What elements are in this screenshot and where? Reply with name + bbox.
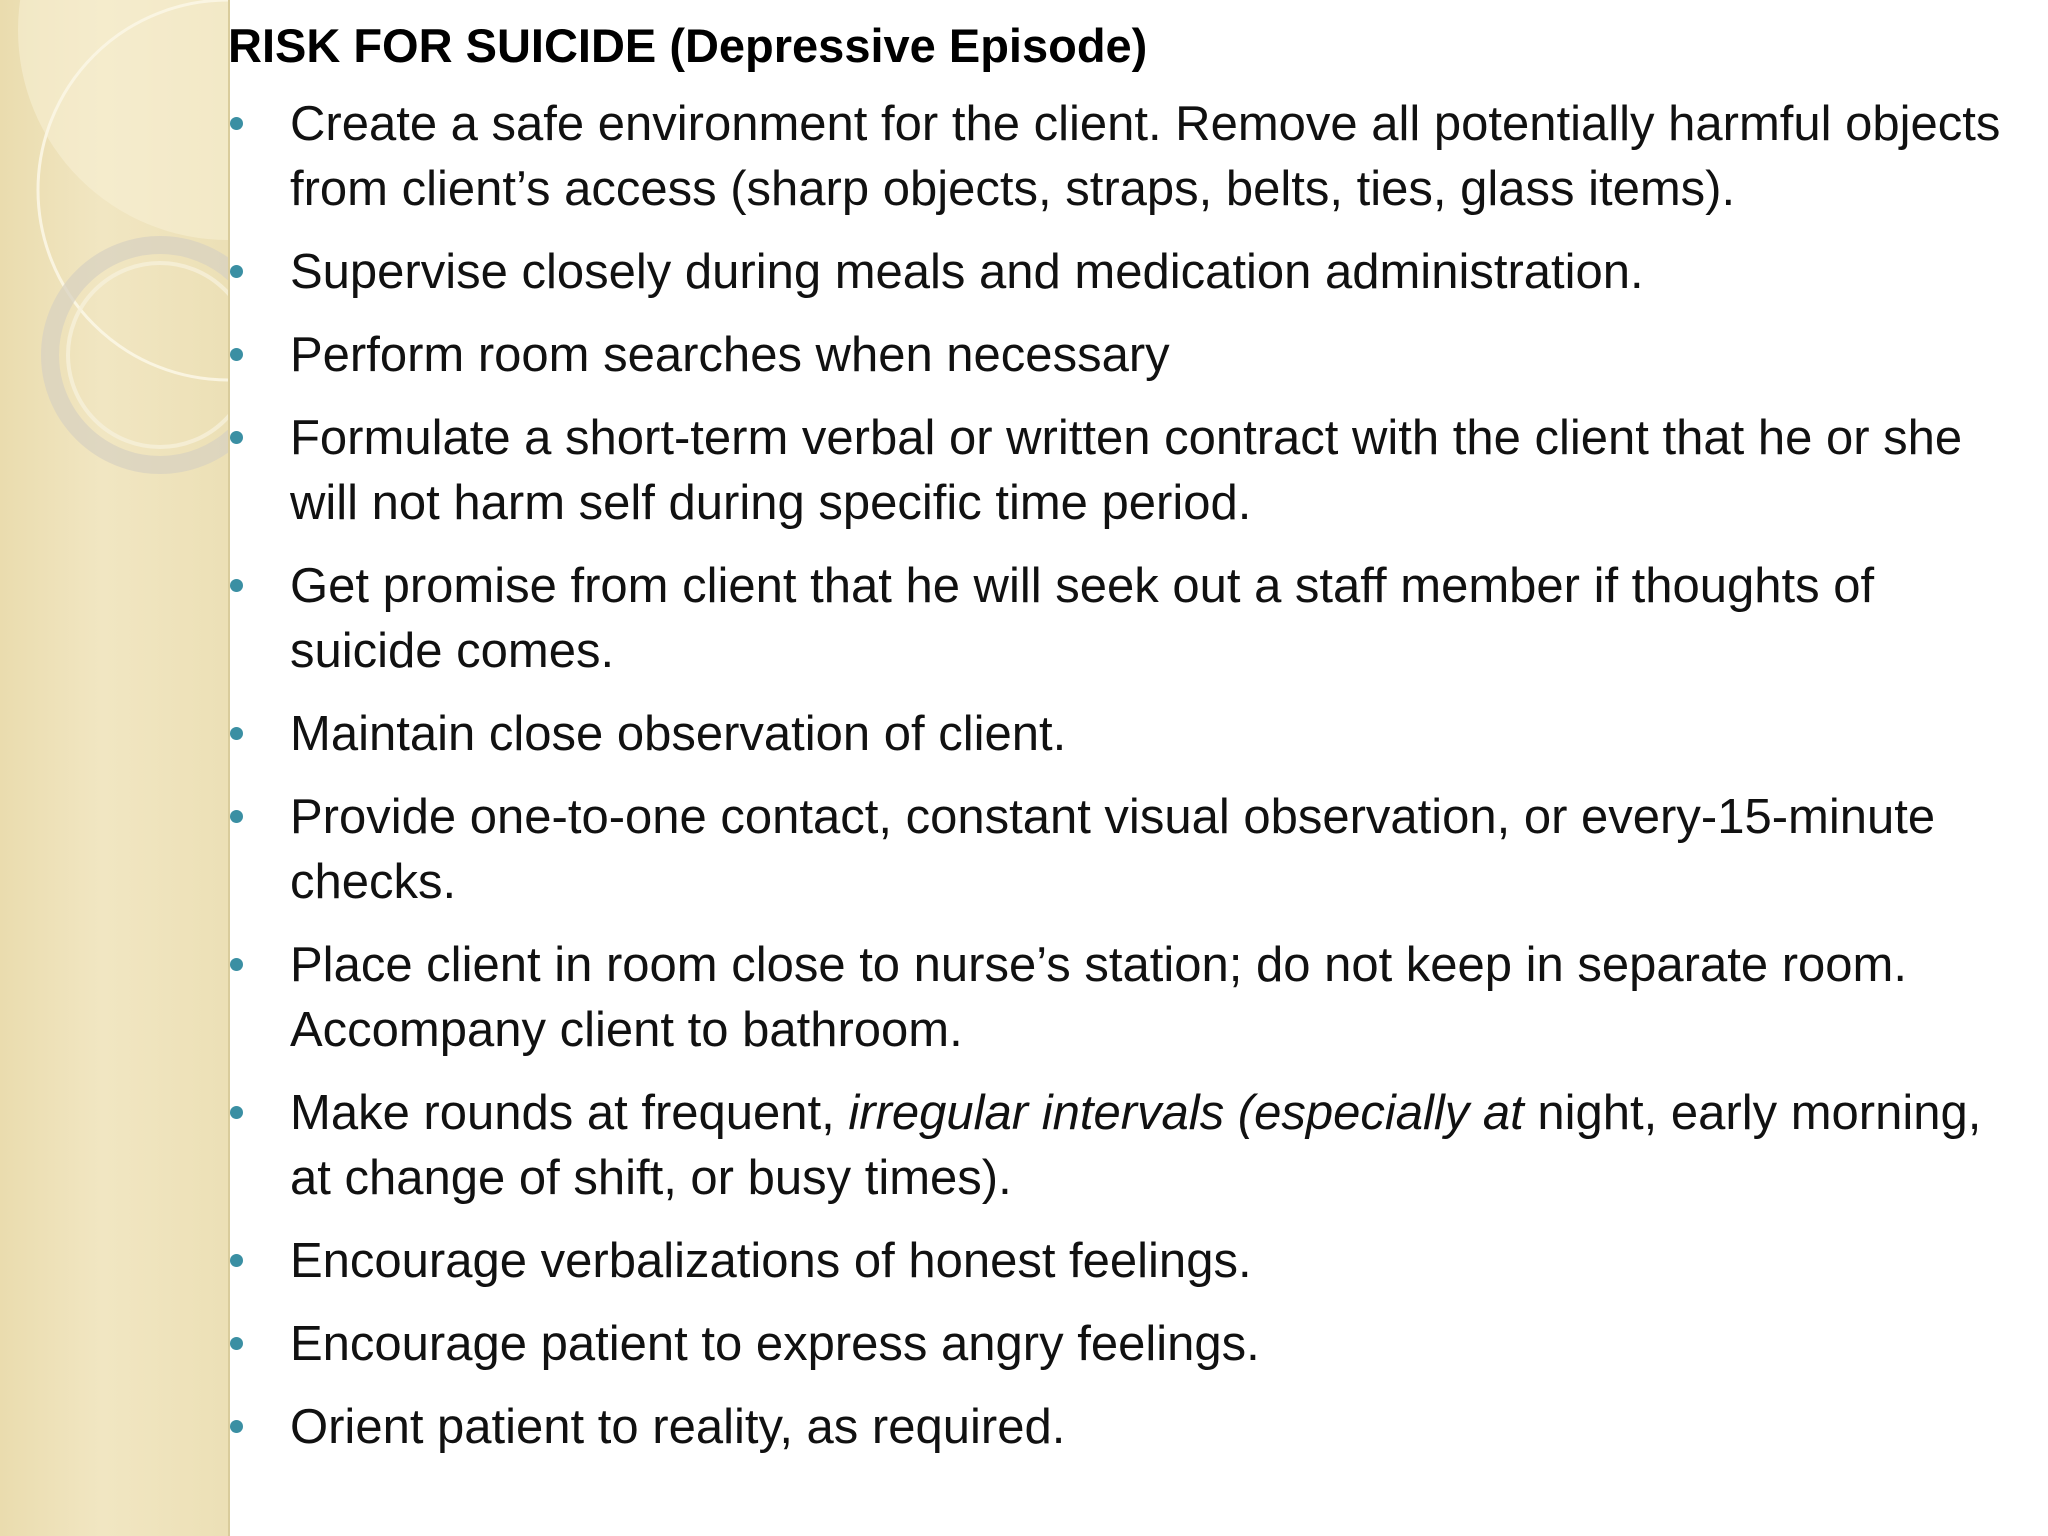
bullet-item-room-searches [228, 323, 2018, 388]
bullet-item-one-to-one [228, 785, 2018, 915]
bullet-dot-icon [230, 265, 243, 278]
bullet-text-before: Make rounds at frequent, [290, 1086, 849, 1140]
bullet-dot-icon [230, 1420, 243, 1433]
bullet-text: Perform room searches when necessary [290, 328, 1170, 382]
bullet-dot-icon [230, 348, 243, 361]
bullet-item-orient-reality [228, 1395, 2018, 1460]
bullet-dot-icon [230, 1106, 243, 1119]
bullet-dot-icon [230, 117, 243, 130]
bullet-dot-icon [230, 810, 243, 823]
bullet-text: Orient patient to reality, as required. [290, 1400, 1066, 1454]
bullet-text: Place client in room close to nurse’s station; do not keep in separate room. Accompany client to bathroom. [290, 938, 1907, 1057]
bullet-text: Supervise closely during meals and medication administration. [290, 245, 1644, 299]
bullet-text: Encourage verbalizations of honest feelings. [290, 1234, 1252, 1288]
decorative-circles [0, 0, 228, 1536]
bullet-dot-icon [230, 1254, 243, 1267]
bullet-dot-icon [230, 727, 243, 740]
bullet-text-after: night, early morning, at change of shift, or busy times). [290, 1086, 1982, 1205]
bullet-item-contract [228, 406, 2018, 536]
bullet-text: Get promise from client that he will seek out a staff member if thoughts of suicide comes. [290, 559, 1875, 678]
bullet-item-promise [228, 554, 2018, 684]
decorative-side-band [0, 0, 230, 1536]
bullet-item-angry-feelings [228, 1312, 2018, 1377]
bullet-dot-icon [230, 431, 243, 444]
bullet-text-italic: irregular intervals (especially at [848, 1086, 1524, 1140]
bullet-dot-icon [230, 579, 243, 592]
bullet-text: Provide one-to-one contact, constant visual observation, or every-15-minute checks. [290, 790, 1936, 909]
bullet-item-room-placement [228, 933, 2018, 1063]
bullet-dot-icon [230, 1337, 243, 1350]
bullet-list [228, 92, 2018, 1478]
bullet-item-supervise-meals [228, 240, 2018, 305]
bullet-item-rounds [228, 1081, 2018, 1211]
bullet-item-observation [228, 702, 2018, 767]
bullet-text: Maintain close observation of client. [290, 707, 1067, 761]
bullet-item-verbalizations [228, 1229, 2018, 1294]
bullet-dot-icon [230, 958, 243, 971]
bullet-item-safe-environment [228, 92, 2018, 222]
bullet-text: Create a safe environment for the client. Remove all potentially harmful objects from client’s access (sharp objects, straps, belts, ties, glass items). [290, 97, 2001, 216]
bullet-text: Formulate a short-term verbal or written contract with the client that he or she will not harm self during specific time period. [290, 411, 1963, 530]
slide-title: RISK FOR SUICIDE (Depressive Episode) [228, 19, 1148, 72]
bullet-text: Encourage patient to express angry feelings. [290, 1317, 1260, 1371]
